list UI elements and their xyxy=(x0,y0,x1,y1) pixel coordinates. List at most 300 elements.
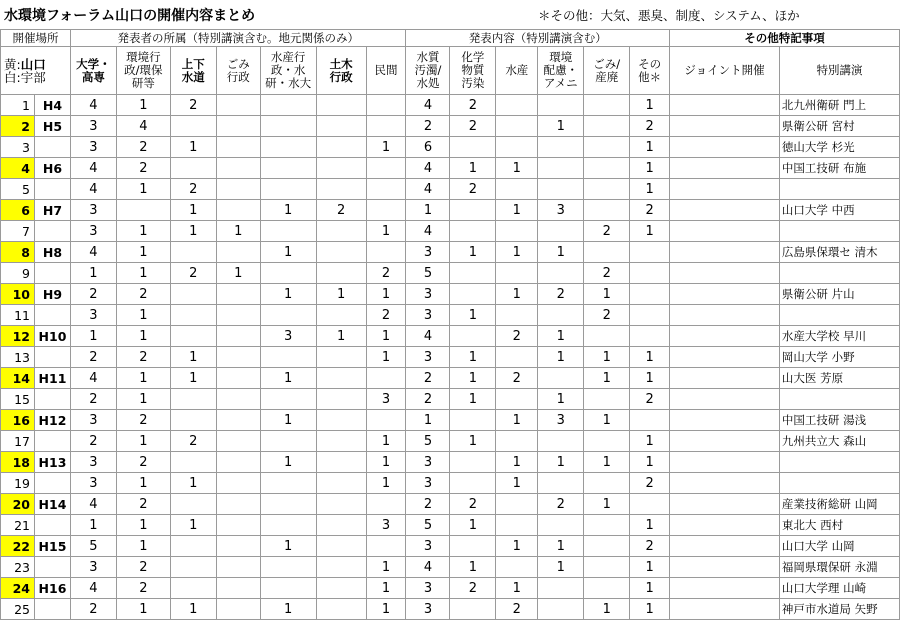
count-cell-fisheries-admin xyxy=(260,179,316,200)
table-row xyxy=(1,200,900,221)
count-cell-waste-admin xyxy=(216,347,260,368)
count-cell-env-amenity: 1 xyxy=(538,326,584,347)
subheader-line: 他＊ xyxy=(638,69,662,84)
count-cell-waste: 1 xyxy=(584,347,630,368)
count-cell-chemical xyxy=(450,200,496,221)
subheader-water-quality xyxy=(406,47,450,95)
count-cell-waste xyxy=(584,326,630,347)
count-cell-waste-admin xyxy=(216,473,260,494)
row-number: 16 xyxy=(1,410,35,431)
joint-cell xyxy=(670,179,780,200)
count-cell-env-admin: 2 xyxy=(116,284,170,305)
table-row xyxy=(1,452,900,473)
count-cell-waste-admin xyxy=(216,200,260,221)
table-row xyxy=(1,284,900,305)
count-cell-civil-admin xyxy=(316,347,366,368)
count-cell-chemical xyxy=(450,263,496,284)
joint-cell xyxy=(670,578,780,599)
lecture-cell xyxy=(779,473,899,494)
table-row xyxy=(1,137,900,158)
count-cell-chemical: 1 xyxy=(450,305,496,326)
count-cell-univ: 3 xyxy=(70,200,116,221)
year-cell xyxy=(34,263,70,284)
subheader-private xyxy=(366,47,406,95)
subheader-joint xyxy=(670,47,780,95)
lecture-cell xyxy=(779,221,899,242)
count-cell-fisheries-admin xyxy=(260,116,316,137)
count-cell-water-supply xyxy=(170,242,216,263)
count-cell-private: 1 xyxy=(366,347,406,368)
count-cell-water-quality: 4 xyxy=(406,326,450,347)
subheader-line: 政・水 xyxy=(270,63,306,77)
count-cell-univ: 4 xyxy=(70,158,116,179)
subheader-line: 行政 xyxy=(329,69,353,84)
count-cell-chemical: 1 xyxy=(450,431,496,452)
year-cell: H12 xyxy=(34,410,70,431)
count-cell-other: 1 xyxy=(630,179,670,200)
count-cell-univ: 2 xyxy=(70,284,116,305)
count-cell-waste-admin xyxy=(216,578,260,599)
count-cell-other xyxy=(630,284,670,305)
count-cell-fisheries-admin: 1 xyxy=(260,410,316,431)
count-cell-waste: 1 xyxy=(584,452,630,473)
lecture-cell: 水産大学校 早川 xyxy=(779,326,899,347)
lecture-cell xyxy=(779,263,899,284)
count-cell-waste-admin xyxy=(216,536,260,557)
count-cell-env-admin: 1 xyxy=(116,599,170,620)
count-cell-water-quality: 5 xyxy=(406,263,450,284)
count-cell-env-admin: 2 xyxy=(116,410,170,431)
lecture-cell: 福岡県環保研 永淵 xyxy=(779,557,899,578)
count-cell-fisheries-admin: 1 xyxy=(260,200,316,221)
subheader-line: 水質 xyxy=(416,50,440,64)
joint-cell xyxy=(670,116,780,137)
count-cell-other: 2 xyxy=(630,536,670,557)
year-cell: H7 xyxy=(34,200,70,221)
lecture-cell: 県衛公研 片山 xyxy=(779,284,899,305)
count-cell-waste: 2 xyxy=(584,263,630,284)
table-row xyxy=(1,158,900,179)
count-cell-water-supply xyxy=(170,305,216,326)
count-cell-env-admin: 1 xyxy=(116,242,170,263)
count-cell-chemical xyxy=(450,326,496,347)
subheader-line: 大学・ xyxy=(76,56,111,71)
count-cell-private xyxy=(366,536,406,557)
count-cell-univ: 3 xyxy=(70,473,116,494)
count-cell-private: 1 xyxy=(366,326,406,347)
count-cell-env-admin: 2 xyxy=(116,578,170,599)
lecture-cell: 東北大 西村 xyxy=(779,515,899,536)
table-row xyxy=(1,221,900,242)
count-cell-private: 1 xyxy=(366,452,406,473)
count-cell-waste-admin xyxy=(216,452,260,473)
row-number: 15 xyxy=(1,389,35,410)
year-cell xyxy=(34,389,70,410)
count-cell-civil-admin xyxy=(316,431,366,452)
count-cell-civil-admin xyxy=(316,578,366,599)
joint-cell xyxy=(670,431,780,452)
joint-cell xyxy=(670,473,780,494)
subheader-line: 土木 xyxy=(329,56,353,71)
count-cell-chemical: 2 xyxy=(450,494,496,515)
count-cell-univ: 3 xyxy=(70,557,116,578)
count-cell-env-admin: 1 xyxy=(116,326,170,347)
lecture-cell xyxy=(779,305,899,326)
count-cell-univ: 2 xyxy=(70,347,116,368)
year-cell xyxy=(34,221,70,242)
joint-cell xyxy=(670,494,780,515)
count-cell-env-admin: 1 xyxy=(116,263,170,284)
count-cell-chemical: 1 xyxy=(450,557,496,578)
count-cell-water-quality: 4 xyxy=(406,158,450,179)
count-cell-fisheries-admin: 3 xyxy=(260,326,316,347)
count-cell-chemical: 1 xyxy=(450,347,496,368)
count-cell-waste-admin xyxy=(216,494,260,515)
legend-yellow-label: 黄: xyxy=(4,56,21,72)
count-cell-chemical: 1 xyxy=(450,368,496,389)
count-cell-fisheries-admin: 1 xyxy=(260,242,316,263)
lecture-cell: 山口大学 山岡 xyxy=(779,536,899,557)
count-cell-env-amenity xyxy=(538,305,584,326)
joint-cell xyxy=(670,284,780,305)
lecture-cell xyxy=(779,179,899,200)
year-cell xyxy=(34,599,70,620)
count-cell-other: 2 xyxy=(630,200,670,221)
count-cell-private xyxy=(366,494,406,515)
count-cell-civil-admin: 1 xyxy=(316,326,366,347)
table-row xyxy=(1,179,900,200)
year-cell: H14 xyxy=(34,494,70,515)
count-cell-fisheries-admin xyxy=(260,305,316,326)
count-cell-waste xyxy=(584,431,630,452)
count-cell-water-quality: 3 xyxy=(406,536,450,557)
count-cell-waste xyxy=(584,137,630,158)
count-cell-fisheries-admin: 1 xyxy=(260,452,316,473)
subheader-line: 上下 xyxy=(181,56,205,71)
count-cell-fisheries-admin xyxy=(260,158,316,179)
count-cell-private: 3 xyxy=(366,515,406,536)
count-cell-env-amenity xyxy=(538,221,584,242)
joint-cell xyxy=(670,515,780,536)
count-cell-chemical: 2 xyxy=(450,179,496,200)
subheader-civil-admin xyxy=(316,47,366,95)
count-cell-waste-admin xyxy=(216,515,260,536)
count-cell-private xyxy=(366,368,406,389)
joint-cell xyxy=(670,557,780,578)
count-cell-univ: 4 xyxy=(70,242,116,263)
count-cell-water-supply: 1 xyxy=(170,137,216,158)
count-cell-other: 1 xyxy=(630,347,670,368)
count-cell-fisheries xyxy=(496,263,538,284)
count-cell-water-quality: 3 xyxy=(406,242,450,263)
year-cell xyxy=(34,473,70,494)
count-cell-water-quality: 3 xyxy=(406,284,450,305)
count-cell-env-admin: 2 xyxy=(116,158,170,179)
count-cell-private: 1 xyxy=(366,557,406,578)
table-row xyxy=(1,473,900,494)
joint-cell xyxy=(670,95,780,116)
count-cell-env-amenity: 1 xyxy=(538,347,584,368)
year-cell xyxy=(34,137,70,158)
count-cell-waste: 1 xyxy=(584,494,630,515)
count-cell-water-supply: 1 xyxy=(170,368,216,389)
count-cell-waste-admin xyxy=(216,116,260,137)
count-cell-other: 1 xyxy=(630,578,670,599)
count-cell-env-amenity xyxy=(538,599,584,620)
count-cell-env-admin: 1 xyxy=(116,305,170,326)
count-cell-env-admin: 1 xyxy=(116,95,170,116)
lecture-cell: 産業技術総研 山岡 xyxy=(779,494,899,515)
count-cell-civil-admin xyxy=(316,305,366,326)
year-cell: H6 xyxy=(34,158,70,179)
count-cell-private: 1 xyxy=(366,431,406,452)
count-cell-fisheries-admin xyxy=(260,473,316,494)
header-affiliation: 発表者の所属（特別講演含む。地元関係のみ） xyxy=(70,30,406,47)
row-number: 4 xyxy=(1,158,35,179)
year-cell xyxy=(34,305,70,326)
count-cell-other xyxy=(630,410,670,431)
count-cell-env-amenity xyxy=(538,179,584,200)
subheader-fisheries-admin xyxy=(260,47,316,95)
count-cell-fisheries-admin: 1 xyxy=(260,284,316,305)
count-cell-env-amenity xyxy=(538,578,584,599)
count-cell-env-amenity: 1 xyxy=(538,242,584,263)
joint-cell xyxy=(670,410,780,431)
count-cell-private xyxy=(366,179,406,200)
joint-cell xyxy=(670,326,780,347)
count-cell-fisheries: 1 xyxy=(496,200,538,221)
count-cell-civil-admin xyxy=(316,95,366,116)
row-number: 25 xyxy=(1,599,35,620)
count-cell-fisheries-admin xyxy=(260,389,316,410)
joint-cell xyxy=(670,389,780,410)
subheader-waste-admin xyxy=(216,47,260,95)
count-cell-water-supply xyxy=(170,389,216,410)
count-cell-private: 2 xyxy=(366,305,406,326)
subheader-line: 水産 xyxy=(505,63,529,77)
row-number: 17 xyxy=(1,431,35,452)
count-cell-water-supply: 1 xyxy=(170,599,216,620)
count-cell-civil-admin xyxy=(316,263,366,284)
year-cell xyxy=(34,557,70,578)
count-cell-waste xyxy=(584,200,630,221)
count-cell-env-amenity xyxy=(538,158,584,179)
count-cell-waste-admin: 1 xyxy=(216,263,260,284)
count-cell-waste-admin xyxy=(216,284,260,305)
subheader-line: ジョイント開催 xyxy=(684,63,765,77)
year-cell: H10 xyxy=(34,326,70,347)
count-cell-other xyxy=(630,263,670,284)
count-cell-other: 1 xyxy=(630,158,670,179)
joint-cell xyxy=(670,536,780,557)
count-cell-fisheries: 1 xyxy=(496,158,538,179)
table-row xyxy=(1,494,900,515)
count-cell-private xyxy=(366,200,406,221)
count-cell-private: 1 xyxy=(366,137,406,158)
count-cell-waste-admin xyxy=(216,95,260,116)
count-cell-civil-admin xyxy=(316,536,366,557)
joint-cell xyxy=(670,221,780,242)
joint-cell xyxy=(670,368,780,389)
year-cell xyxy=(34,515,70,536)
joint-cell xyxy=(670,242,780,263)
count-cell-fisheries-admin xyxy=(260,221,316,242)
count-cell-env-admin: 1 xyxy=(116,431,170,452)
count-cell-private: 1 xyxy=(366,578,406,599)
count-cell-water-quality: 3 xyxy=(406,599,450,620)
count-cell-civil-admin xyxy=(316,137,366,158)
count-cell-univ: 5 xyxy=(70,536,116,557)
year-cell: H9 xyxy=(34,284,70,305)
row-number: 21 xyxy=(1,515,35,536)
count-cell-env-amenity xyxy=(538,137,584,158)
count-cell-fisheries-admin xyxy=(260,347,316,368)
count-cell-chemical xyxy=(450,221,496,242)
row-number: 20 xyxy=(1,494,35,515)
count-cell-civil-admin xyxy=(316,179,366,200)
lecture-cell: 中国工技研 湯浅 xyxy=(779,410,899,431)
count-cell-other: 1 xyxy=(630,599,670,620)
subheader-line: 高専 xyxy=(81,69,105,84)
count-cell-civil-admin xyxy=(316,221,366,242)
count-cell-env-admin: 1 xyxy=(116,473,170,494)
count-cell-water-quality: 6 xyxy=(406,137,450,158)
count-cell-waste: 2 xyxy=(584,221,630,242)
table-row xyxy=(1,410,900,431)
location-legend xyxy=(1,47,71,95)
table-row xyxy=(1,368,900,389)
subheader-env-amenity xyxy=(538,47,584,95)
count-cell-chemical xyxy=(450,599,496,620)
header-content: 発表内容（特別講演含む） xyxy=(406,30,670,47)
count-cell-univ: 2 xyxy=(70,599,116,620)
subheader-line: 研等 xyxy=(131,76,155,90)
subheader-fisheries xyxy=(496,47,538,95)
lecture-cell xyxy=(779,452,899,473)
year-cell: H15 xyxy=(34,536,70,557)
count-cell-water-quality: 1 xyxy=(406,200,450,221)
count-cell-waste-admin xyxy=(216,557,260,578)
count-cell-water-supply xyxy=(170,116,216,137)
row-number: 24 xyxy=(1,578,35,599)
count-cell-fisheries: 2 xyxy=(496,599,538,620)
count-cell-waste-admin xyxy=(216,305,260,326)
count-cell-fisheries-admin: 1 xyxy=(260,368,316,389)
count-cell-chemical: 1 xyxy=(450,515,496,536)
subheader-line: 水処 xyxy=(416,76,440,90)
count-cell-private xyxy=(366,410,406,431)
count-cell-other: 1 xyxy=(630,557,670,578)
count-cell-univ: 1 xyxy=(70,263,116,284)
row-number: 10 xyxy=(1,284,35,305)
row-number: 11 xyxy=(1,305,35,326)
subheader-line: 水道 xyxy=(181,69,205,84)
count-cell-civil-admin xyxy=(316,242,366,263)
count-cell-waste xyxy=(584,578,630,599)
lecture-cell: 山口大学理 山崎 xyxy=(779,578,899,599)
count-cell-env-amenity xyxy=(538,515,584,536)
subheader-line: 配慮・ xyxy=(543,63,578,77)
subheader-line: 汚染 xyxy=(461,76,485,90)
count-cell-water-quality: 5 xyxy=(406,515,450,536)
joint-cell xyxy=(670,347,780,368)
lecture-cell: 九州共立大 森山 xyxy=(779,431,899,452)
table-row xyxy=(1,578,900,599)
count-cell-other: 1 xyxy=(630,515,670,536)
count-cell-env-admin: 1 xyxy=(116,536,170,557)
count-cell-private xyxy=(366,158,406,179)
subheader-line: 化学 xyxy=(461,50,485,64)
lecture-cell: 北九州衛研 門上 xyxy=(779,95,899,116)
count-cell-fisheries: 1 xyxy=(496,242,538,263)
joint-cell xyxy=(670,158,780,179)
count-cell-univ: 3 xyxy=(70,116,116,137)
lecture-cell: 岡山大学 小野 xyxy=(779,347,899,368)
table-row xyxy=(1,599,900,620)
count-cell-waste-admin xyxy=(216,389,260,410)
row-number: 18 xyxy=(1,452,35,473)
count-cell-chemical: 2 xyxy=(450,116,496,137)
legend-yellow-place: 山口 xyxy=(20,56,46,72)
subheader-line: ごみ xyxy=(226,56,250,71)
count-cell-other xyxy=(630,494,670,515)
joint-cell xyxy=(670,137,780,158)
table-row xyxy=(1,326,900,347)
count-cell-env-amenity xyxy=(538,95,584,116)
count-cell-waste-admin xyxy=(216,431,260,452)
count-cell-other: 1 xyxy=(630,221,670,242)
count-cell-waste: 1 xyxy=(584,410,630,431)
count-cell-env-amenity: 2 xyxy=(538,284,584,305)
count-cell-env-amenity: 2 xyxy=(538,494,584,515)
count-cell-env-admin: 2 xyxy=(116,494,170,515)
count-cell-env-admin: 2 xyxy=(116,557,170,578)
count-cell-water-quality: 3 xyxy=(406,578,450,599)
count-cell-chemical: 1 xyxy=(450,389,496,410)
count-cell-waste xyxy=(584,536,630,557)
count-cell-water-quality: 3 xyxy=(406,347,450,368)
count-cell-env-admin: 2 xyxy=(116,347,170,368)
subheader-line: 環境行 xyxy=(126,50,161,64)
year-cell: H8 xyxy=(34,242,70,263)
row-number: 19 xyxy=(1,473,35,494)
count-cell-private: 3 xyxy=(366,389,406,410)
count-cell-fisheries-admin xyxy=(260,137,316,158)
count-cell-water-supply xyxy=(170,410,216,431)
count-cell-waste-admin xyxy=(216,137,260,158)
count-cell-water-quality: 2 xyxy=(406,389,450,410)
count-cell-waste xyxy=(584,473,630,494)
count-cell-waste-admin xyxy=(216,242,260,263)
count-cell-waste xyxy=(584,389,630,410)
count-cell-water-supply xyxy=(170,536,216,557)
count-cell-fisheries: 1 xyxy=(496,410,538,431)
joint-cell xyxy=(670,305,780,326)
lecture-cell: 広島県保環セ 清木 xyxy=(779,242,899,263)
count-cell-chemical: 1 xyxy=(450,158,496,179)
count-cell-env-amenity: 1 xyxy=(538,557,584,578)
row-number: 14 xyxy=(1,368,35,389)
row-number: 8 xyxy=(1,242,35,263)
count-cell-univ: 4 xyxy=(70,368,116,389)
count-cell-other: 1 xyxy=(630,95,670,116)
count-cell-other xyxy=(630,305,670,326)
count-cell-civil-admin xyxy=(316,410,366,431)
subheader-other xyxy=(630,47,670,95)
count-cell-fisheries xyxy=(496,137,538,158)
subheader-line: 行政 xyxy=(226,69,250,84)
subheader-line: 汚濁/ xyxy=(414,63,442,77)
